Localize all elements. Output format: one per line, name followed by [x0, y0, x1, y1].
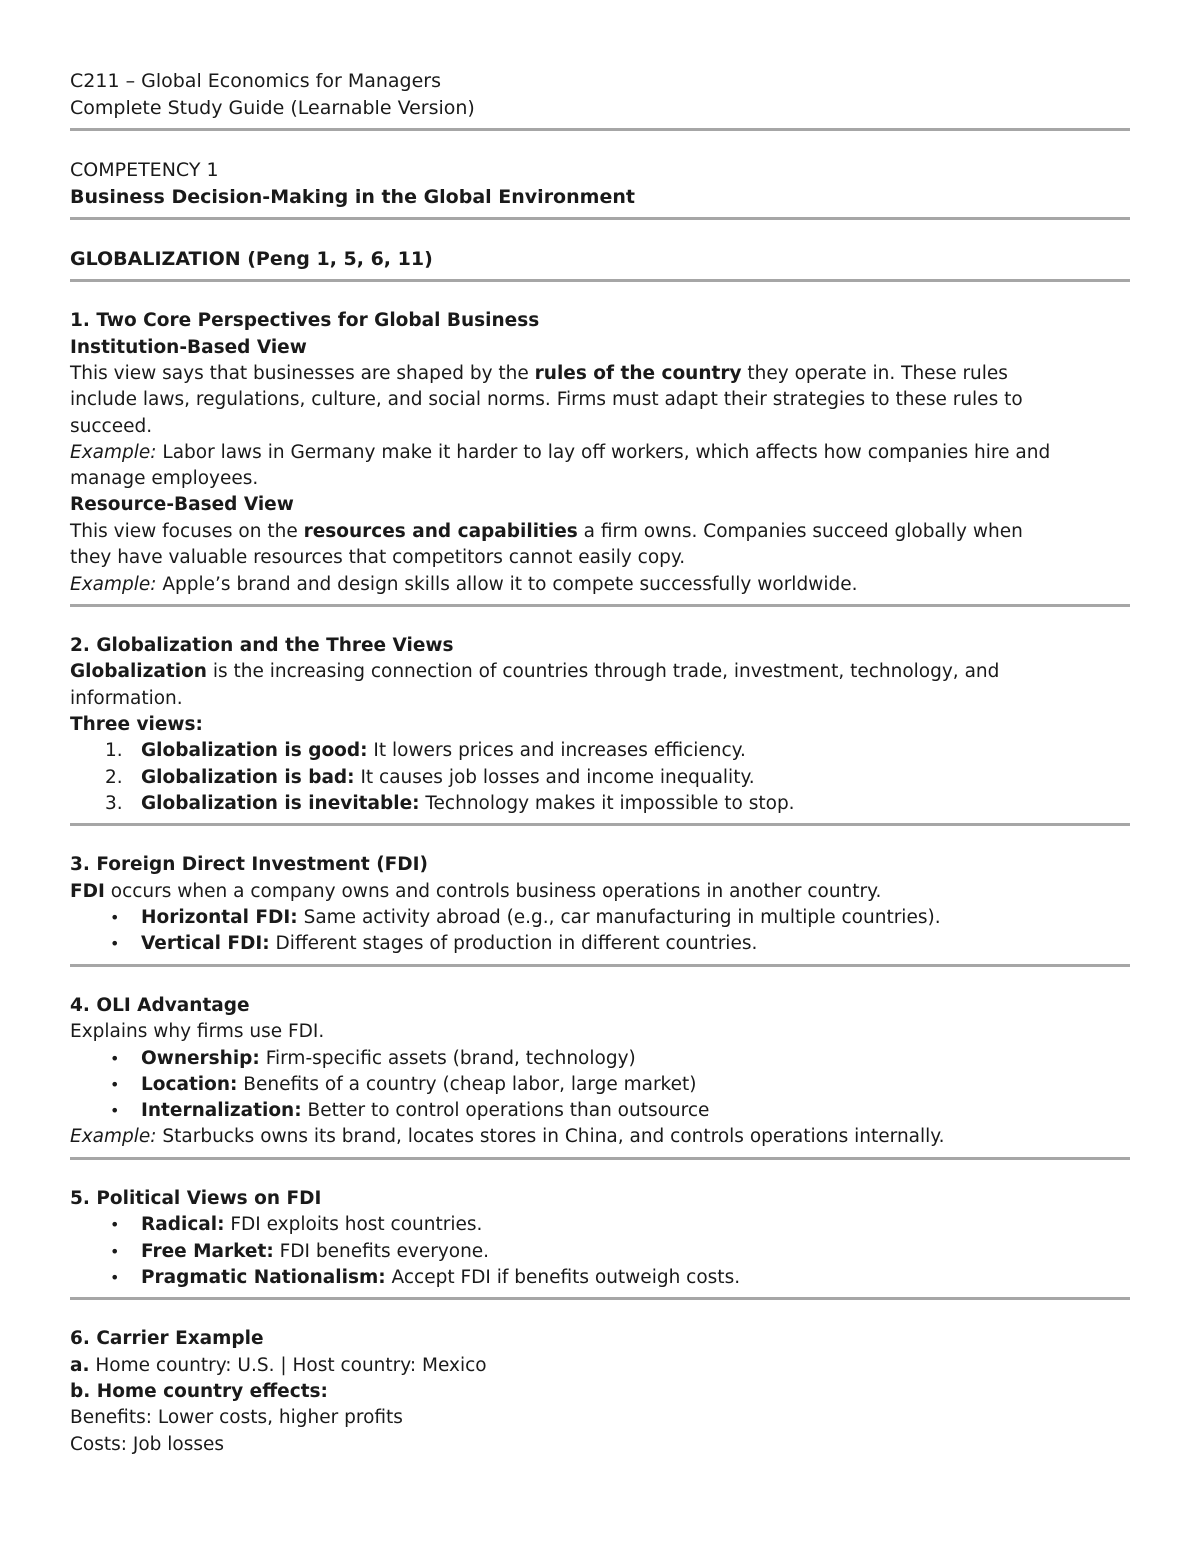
paragraph-line [70, 361, 1130, 387]
bold-term: Location: [141, 1073, 238, 1095]
text-run: This view says that businesses are shaped by the [70, 363, 535, 384]
unit-header [70, 246, 1130, 273]
list-item [70, 765, 1130, 791]
bold-term: Ownership: [141, 1047, 260, 1069]
competency-label: COMPETENCY 1 [70, 159, 219, 181]
bullet-icon: • [110, 1048, 120, 1068]
list-item [70, 791, 1130, 817]
section-title: 5. Political Views on FDI [70, 1187, 322, 1209]
example-label: Example: [70, 573, 157, 595]
example-line [70, 572, 1130, 598]
bullet-list [70, 1212, 1130, 1291]
text-run: Better to control operations than outsource [301, 1100, 710, 1122]
paragraph-line [70, 659, 1130, 685]
competency-title: Business Decision-Making in the Global Environment [70, 186, 635, 208]
list-item [70, 1265, 1130, 1291]
text-run: occurs when a company owns and controls business operations in another country. [104, 880, 882, 902]
bold-term: Horizontal FDI: [141, 907, 298, 929]
section-title: 6. Carrier Example [70, 1328, 264, 1350]
bold-term: Internalization: [141, 1100, 302, 1122]
section-6 [70, 1326, 1130, 1458]
section-1 [70, 308, 1130, 598]
section-3 [70, 852, 1130, 957]
text-run: FDI benefits everyone. [273, 1240, 490, 1262]
text-run: Accept FDI if benefits outweigh costs. [385, 1266, 741, 1288]
example-label: Example: [70, 441, 157, 463]
bold-term: rules of the country [534, 363, 742, 384]
text-run: they operate in. These rules [741, 363, 1008, 384]
list-item [70, 738, 1130, 764]
competency-header [70, 157, 1130, 211]
list-number: 1. [105, 740, 123, 762]
bullet-icon: • [110, 1215, 120, 1235]
paragraph-line: Benefits: Lower costs, higher profits [70, 1407, 403, 1429]
bullet-icon: • [110, 1101, 120, 1121]
list-item [70, 905, 1130, 931]
text-run: Apple’s brand and design skills allow it to compete successfully worldwide. [156, 573, 858, 595]
section-title: 2. Globalization and the Three Views [70, 634, 454, 656]
bold-term: Vertical FDI: [141, 933, 270, 955]
text-run: Home country: U.S. | Host country: Mexico [89, 1354, 487, 1376]
section-divider [70, 128, 1130, 131]
three-views-label: Three views: [70, 713, 203, 735]
section-divider [70, 823, 1130, 826]
section-divider [70, 604, 1130, 607]
text-run: Labor laws in Germany make it harder to lay off workers, which affects how companies hire and [156, 441, 1051, 463]
list-item [70, 1212, 1130, 1238]
guide-subtitle: Complete Study Guide (Learnable Version) [70, 97, 475, 119]
bullet-icon: • [110, 1267, 120, 1287]
paragraph-line: Explains why firms use FDI. [70, 1021, 325, 1043]
example-line [70, 1124, 1130, 1150]
unit-title: GLOBALIZATION (Peng 1, 5, 6, 11) [70, 248, 433, 270]
text-run: Firm-specific assets (brand, technology) [259, 1047, 636, 1069]
bold-term: Globalization [70, 661, 207, 683]
section-2 [70, 633, 1130, 817]
section-divider [70, 279, 1130, 282]
list-item [70, 1098, 1130, 1124]
bold-term: Pragmatic Nationalism: [141, 1266, 386, 1288]
bold-term: Globalization is good: [141, 740, 368, 762]
bold-term: a. [70, 1354, 90, 1376]
section-divider [70, 1157, 1130, 1160]
bold-term: Globalization is bad: [141, 766, 355, 788]
example-line: manage employees. [70, 468, 259, 490]
list-item [70, 1072, 1130, 1098]
text-run: Different stages of production in different countries. [269, 933, 758, 955]
paragraph-line [70, 519, 1130, 545]
section-divider [70, 1297, 1130, 1300]
bullet-icon: • [110, 908, 120, 928]
bold-term: Globalization is inevitable: [141, 793, 420, 815]
text-run: is the increasing connection of countries through trade, investment, technology, and [206, 661, 1000, 683]
section-divider [70, 964, 1130, 967]
paragraph-line: include laws, regulations, culture, and social norms. Firms must adapt their strategies to these rules to [70, 389, 1023, 411]
subsection-heading: Institution-Based View [70, 336, 307, 358]
list-item [70, 1046, 1130, 1072]
bullet-list [70, 1046, 1130, 1125]
bullet-icon: • [110, 1241, 120, 1261]
paragraph-line [70, 879, 1130, 905]
section-title: 1. Two Core Perspectives for Global Business [70, 310, 540, 331]
section-5 [70, 1186, 1130, 1291]
section-divider [70, 217, 1130, 220]
bullet-icon: • [110, 934, 120, 954]
paragraph-line [70, 1353, 1130, 1379]
text-run: a firm owns. Companies succeed globally when [577, 520, 1023, 542]
numbered-list [70, 738, 1130, 817]
paragraph-line: they have valuable resources that competitors cannot easily copy. [70, 547, 686, 569]
subsection-heading: Resource-Based View [70, 494, 294, 516]
paragraph-line: Costs: Job losses [70, 1433, 225, 1455]
bold-term: Radical: [141, 1214, 225, 1236]
course-title: C211 – Global Economics for Managers [70, 70, 442, 92]
document-header [70, 68, 1130, 122]
list-item [70, 1239, 1130, 1265]
bold-term: FDI [70, 880, 105, 902]
section-4 [70, 993, 1130, 1151]
text-run: FDI exploits host countries. [224, 1214, 483, 1236]
paragraph-line: information. [70, 687, 183, 709]
text-run: It causes job losses and income inequality. [354, 766, 755, 788]
text-run: It lowers prices and increases efficiency. [367, 740, 746, 762]
text-run: Same activity abroad (e.g., car manufacturing in multiple countries). [297, 907, 941, 929]
text-run: Technology makes it impossible to stop. [419, 793, 795, 815]
text-run: Benefits of a country (cheap labor, large market) [237, 1073, 697, 1095]
subsection-heading: b. Home country effects: [70, 1380, 328, 1402]
list-item [70, 931, 1130, 957]
text-run: This view focuses on the [70, 520, 304, 542]
list-number: 2. [105, 766, 123, 788]
bullet-list [70, 905, 1130, 958]
list-number: 3. [105, 793, 123, 815]
bullet-icon: • [110, 1074, 120, 1094]
bold-term: resources and capabilities [303, 520, 578, 542]
example-line [70, 440, 1130, 466]
section-title: 4. OLI Advantage [70, 994, 250, 1016]
section-title: 3. Foreign Direct Investment (FDI) [70, 854, 429, 876]
paragraph-line: succeed. [70, 415, 153, 437]
bold-term: Free Market: [141, 1240, 274, 1262]
text-run: Starbucks owns its brand, locates stores in China, and controls operations internally. [156, 1126, 945, 1148]
example-label: Example: [70, 1126, 157, 1148]
